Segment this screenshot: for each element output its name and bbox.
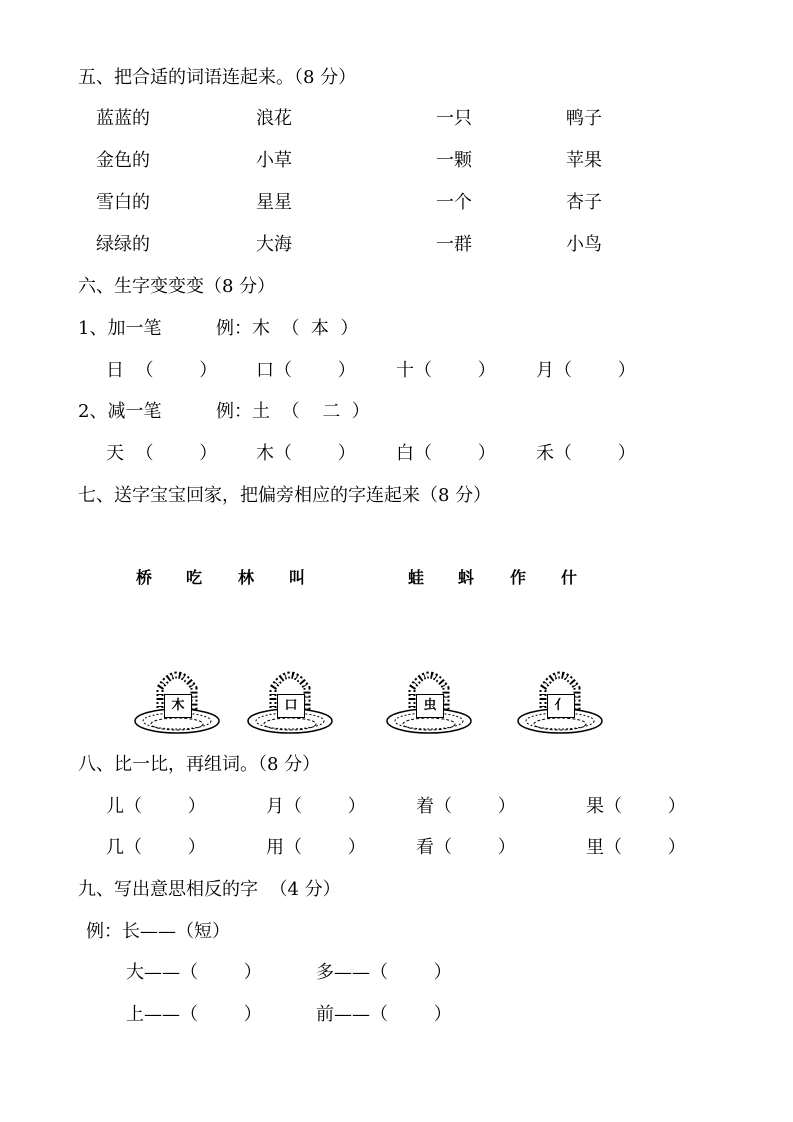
match-word: 一颗: [436, 150, 472, 171]
radical-label: 口: [277, 694, 305, 718]
match-word: 蓝蓝的: [96, 108, 150, 129]
basket-mouth[interactable]: [245, 664, 335, 734]
remove-stroke-item[interactable]: 天 （ ）: [106, 443, 218, 464]
antonym-item[interactable]: 大——（ ）: [126, 962, 262, 983]
section-9-title: 九、写出意思相反的字 （4 分）: [78, 879, 341, 900]
compare-item[interactable]: 几（ ）: [106, 837, 206, 858]
match-word: 浪花: [256, 108, 292, 129]
char-card[interactable]: 吃: [186, 568, 203, 587]
remove-stroke-label: 2、减一笔: [78, 401, 162, 422]
basket-wood[interactable]: [132, 664, 222, 734]
remove-stroke-item[interactable]: 木（ ）: [256, 443, 356, 464]
compare-item[interactable]: 看（ ）: [416, 837, 516, 858]
char-card[interactable]: 林: [238, 568, 255, 587]
remove-stroke-example: 例：土 （ 二 ）: [216, 401, 370, 422]
match-word: 小鸟: [566, 234, 602, 255]
match-word: 一个: [436, 192, 472, 213]
section-7-title: 七、送字宝宝回家，把偏旁相应的字连起来（8 分）: [78, 485, 492, 506]
match-word: 杏子: [566, 192, 602, 213]
radical-label: 亻: [547, 694, 575, 718]
section-8-title: 八、比一比，再组词。（8 分）: [78, 754, 321, 775]
add-stroke-item[interactable]: 十（ ）: [396, 360, 496, 381]
char-card[interactable]: 作: [510, 568, 527, 587]
char-card[interactable]: 桥: [136, 568, 153, 587]
compare-item[interactable]: 果（ ）: [586, 796, 686, 817]
antonym-item[interactable]: 前——（ ）: [316, 1004, 452, 1025]
char-card[interactable]: 什: [561, 568, 578, 587]
compare-item[interactable]: 里（ ）: [586, 837, 686, 858]
remove-stroke-item[interactable]: 禾（ ）: [536, 443, 636, 464]
match-word: 绿绿的: [96, 234, 150, 255]
add-stroke-item[interactable]: 月（ ）: [536, 360, 636, 381]
match-word: 星星: [256, 192, 292, 213]
antonym-example: 例：长——（短）: [86, 921, 230, 942]
match-word: 一群: [436, 234, 472, 255]
add-stroke-item[interactable]: 日 （ ）: [106, 360, 218, 381]
compare-item[interactable]: 着（ ）: [416, 796, 516, 817]
radical-label: 木: [164, 694, 192, 718]
compare-item[interactable]: 月（ ）: [266, 796, 366, 817]
section-5-title: 五、把合适的词语连起来。（8 分）: [78, 67, 357, 88]
match-word: 苹果: [566, 150, 602, 171]
match-word: 大海: [256, 234, 292, 255]
match-word: 一只: [436, 108, 472, 129]
basket-insect[interactable]: [384, 664, 474, 734]
char-card[interactable]: 蛙: [408, 568, 425, 587]
radical-label: 虫: [416, 694, 444, 718]
add-stroke-example: 例：木 （ 本 ）: [216, 318, 359, 339]
char-card[interactable]: 叫: [289, 568, 306, 587]
add-stroke-item[interactable]: 口（ ）: [256, 360, 356, 381]
compare-item[interactable]: 儿（ ）: [106, 796, 206, 817]
match-word: 金色的: [96, 150, 150, 171]
basket-person[interactable]: [515, 664, 605, 734]
antonym-item[interactable]: 多——（ ）: [316, 962, 452, 983]
match-word: 鸭子: [566, 108, 602, 129]
remove-stroke-item[interactable]: 白（ ）: [396, 443, 496, 464]
match-word: 雪白的: [96, 192, 150, 213]
add-stroke-label: 1、加一笔: [78, 318, 162, 339]
antonym-item[interactable]: 上——（ ）: [126, 1004, 262, 1025]
char-card[interactable]: 蚪: [458, 568, 475, 587]
compare-item[interactable]: 用（ ）: [266, 837, 366, 858]
match-word: 小草: [256, 150, 292, 171]
section-6-title: 六、生字变变变（8 分）: [78, 276, 276, 297]
